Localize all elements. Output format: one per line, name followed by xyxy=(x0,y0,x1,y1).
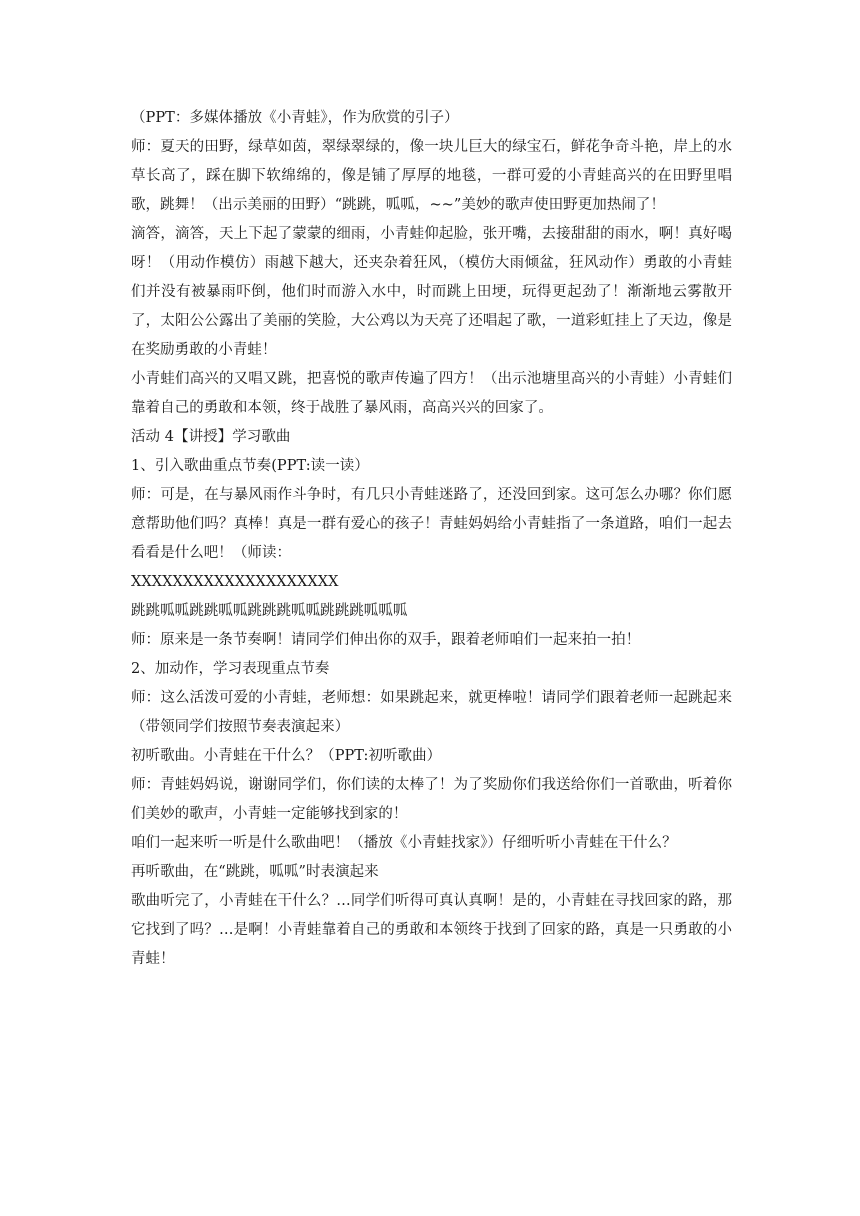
paragraph-rain: 滴答，滴答，天上下起了蒙蒙的细雨，小青蛙仰起脸，张开嘴，去接甜甜的雨水，啊！真好喝呀！（用动作模仿）雨越下越大，还夹杂着狂风，（模仿大雨倾盆，狂风动作）勇敢的小青蛙们并没有被暴雨吓倒，他们时而游入水中，时而跳上田埂，玩得更起劲了！渐渐地云雾散开了，太阳公公露出了美丽的笑脸，大公鸡以为天亮了还唱起了歌，一道彩虹挂上了天边，像是在奖励勇敢的小青蛙！ xyxy=(131,226,732,358)
paragraph-summer-field: 师：夏天的田野，绿草如茵，翠绿翠绿的，像一块儿巨大的绿宝石，鲜花争奇斗艳，岸上的水草长高了，踩在脚下软绵绵的，像是铺了厚厚的地毯，一群可爱的小青蛙高兴的在田野里唱歌，跳舞！（出示美丽的田野）“跳跳，呱呱，~~”美妙的歌声使田野更加热闹了！ xyxy=(131,139,732,213)
paragraph-second-listen: 再听歌曲，在“跳跳，呱呱”时表演起来 xyxy=(131,864,379,880)
paragraph-first-listen: 初听歌曲。小青蛙在干什么？（PPT:初听歌曲） xyxy=(131,748,442,764)
paragraph-clap-rhythm: 师：原来是一条节奏啊！请同学们伸出你的双手，跟着老师咱们一起来拍一拍！ xyxy=(131,632,641,648)
step-heading-2: 2、加动作，学习表现重点节奏 xyxy=(131,661,330,677)
paragraph-lost-frogs: 师：可是，在与暴风雨作斗争时，有几只小青蛙迷路了，还没回到家。这可怎么办哪？你们愿意帮助他们吗？真棒！真是一群有爱心的孩子！青蛙妈妈给小青蛙指了一条道路，咱们一起去看看是什么吧！（师读： xyxy=(131,487,732,561)
section-heading-activity-4: 活动 4【讲授】学习歌曲 xyxy=(131,429,291,445)
paragraph-mother-frog: 师：青蛙妈妈说，谢谢同学们，你们读的太棒了！为了奖励你们我送给你们一首歌曲，听着你们美妙的歌声，小青蛙一定能够找到家的！ xyxy=(131,777,732,822)
paragraph-intro-ppt: （PPT：多媒体播放《小青蛙》，作为欣赏的引子） xyxy=(131,110,459,126)
rhythm-notation: XXXXXXXXXXXXXXXXXXXX xyxy=(131,574,339,590)
paragraph-happy-frogs: 小青蛙们高兴的又唱又跳，把喜悦的歌声传遍了四方！（出示池塘里高兴的小青蛙）小青蛙们靠着自己的勇敢和本领，终于战胜了暴风雨，高高兴兴的回家了。 xyxy=(131,371,732,416)
rhythm-lyrics: 跳跳呱呱跳跳呱呱跳跳跳呱呱跳跳跳呱呱呱 xyxy=(131,603,408,619)
step-heading-1: 1、引入歌曲重点节奏(PPT:读一读） xyxy=(131,458,369,474)
paragraph-play-song: 咱们一起来听一听是什么歌曲吧！（播放《小青蛙找家》）仔细听听小青蛙在干什么？ xyxy=(131,835,677,851)
paragraph-jump-along: 师：这么活泼可爱的小青蛙，老师想：如果跳起来，就更棒啦！请同学们跟着老师一起跳起来（带领同学们按照节奏表演起来） xyxy=(131,690,732,735)
paragraph-song-finished: 歌曲听完了，小青蛙在干什么？…同学们听得可真认真啊！是的，小青蛙在寻找回家的路，那它找到了吗？…是啊！小青蛙靠着自己的勇敢和本领终于找到了回家的路，真是一只勇敢的小青蛙！ xyxy=(131,893,732,967)
